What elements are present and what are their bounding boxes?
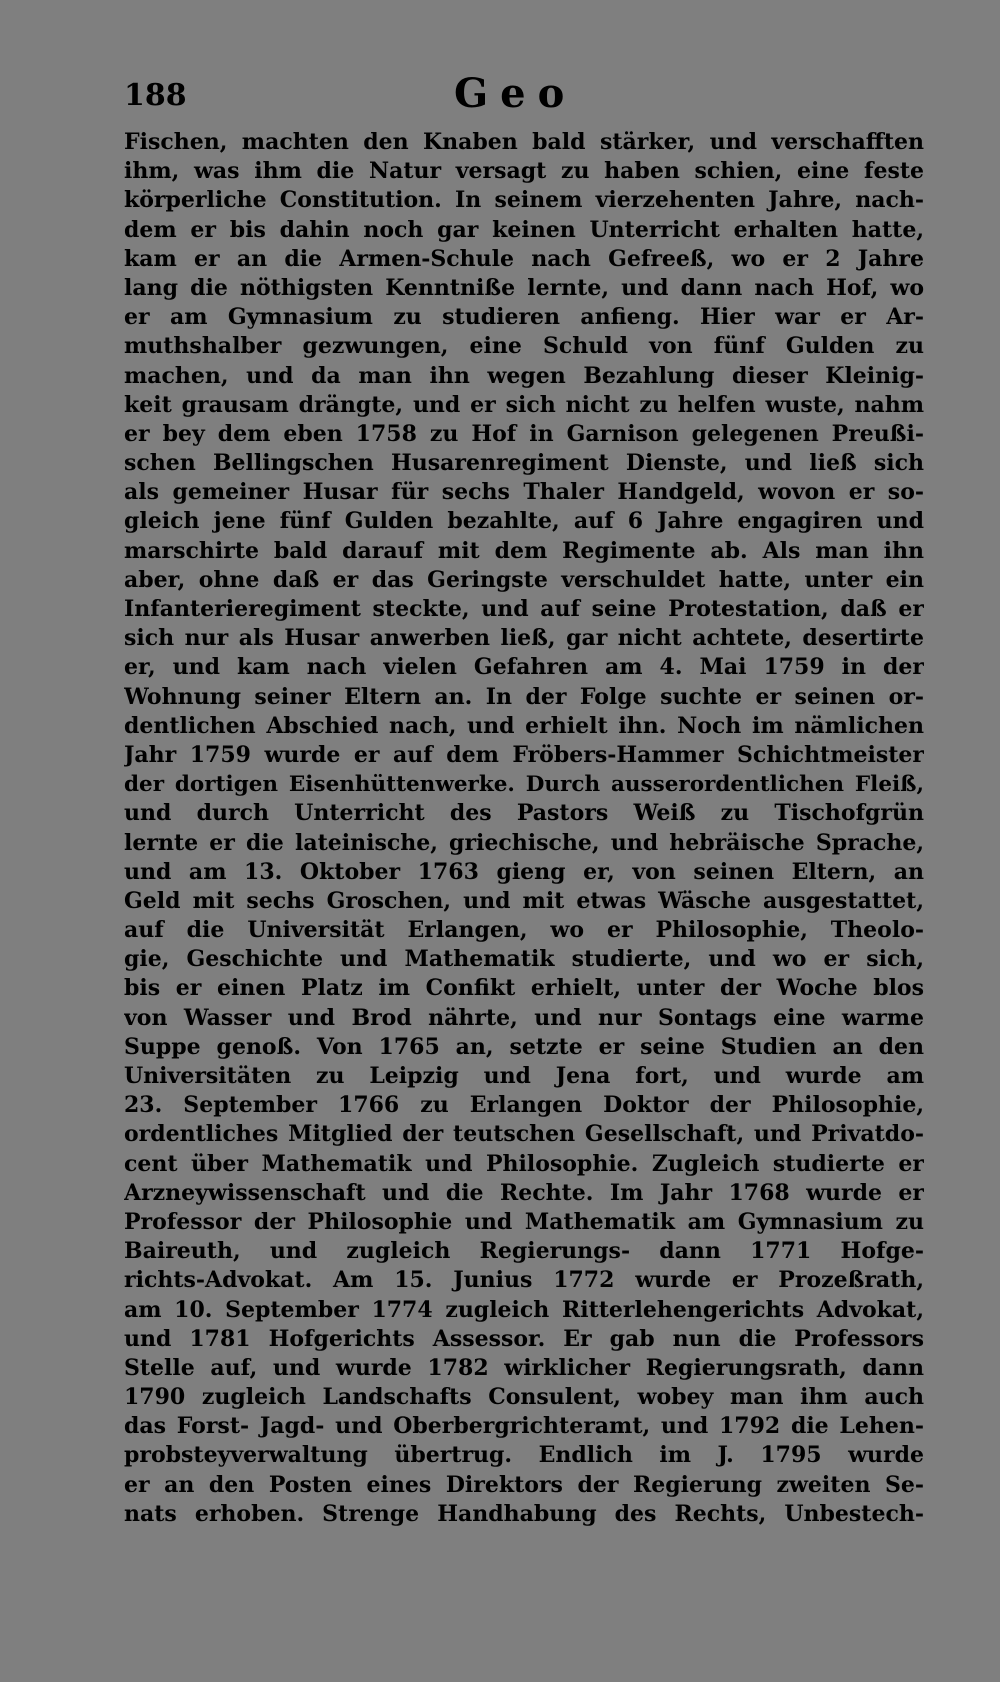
- text-line: Universitäten zu Leipzig und Jena fort, und wurde am: [124, 1063, 924, 1089]
- text-line: Arzneywissenschaft und die Rechte. Im Jahr 1768 wurde er: [124, 1179, 924, 1206]
- text-line: von Wasser und Brod nährte, und nur Sontags eine warme: [124, 1004, 924, 1031]
- text-line: er, und kam nach vielen Gefahren am 4. Mai 1759 in der: [124, 654, 924, 681]
- text-line: und 1781 Hofgerichts Assessor. Er gab nun die Professors: [124, 1325, 924, 1352]
- text-line: richts-Advokat. Am 15. Junius 1772 wurde er Prozeßrath,: [124, 1267, 924, 1294]
- text-line: kam er an die Armen-Schule nach Gefreeß, wo er 2 Jahre: [124, 245, 924, 272]
- text-line: nats erhoben. Strenge Handhabung des Rechts, Unbestech-: [124, 1500, 924, 1527]
- text-line: Professor der Philosophie und Mathematik am Gymnasium zu: [124, 1208, 924, 1235]
- text-line: machen, und da man ihn wegen Bezahlung dieser Kleinig-: [124, 362, 924, 389]
- body-text: [124, 128, 924, 1529]
- text-line: muthshalber gezwungen, eine Schuld von fünf Gulden zu: [124, 333, 924, 360]
- text-line: probsteyverwaltung übertrug. Endlich im J. 1795 wurde: [124, 1442, 924, 1469]
- text-line: ordentliches Mitglied der teutschen Gesellschaft, und Privatdo-: [124, 1121, 924, 1148]
- text-line: schen Bellingschen Husarenregiment Dienste, und ließ sich: [124, 450, 924, 477]
- text-line: Fischen, machten den Knaben bald stärker, und verschafften: [124, 129, 924, 155]
- text-line: gie, Geschichte und Mathematik studierte, und wo er sich,: [124, 946, 924, 973]
- text-line: ihm, was ihm die Natur versagt zu haben schien, eine feste: [124, 158, 924, 185]
- text-line: aber, ohne daß er das Geringste verschuldet hatte, unter ein: [124, 566, 924, 593]
- text-line: Baireuth, und zugleich Regierungs- dann 1771 Hofge-: [124, 1238, 924, 1265]
- text-line: lang die nöthigsten Kenntniße lernte, und dann nach Hof, wo: [124, 274, 924, 301]
- text-line: Stelle auf, und wurde 1782 wirklicher Regierungsrath, dann: [124, 1354, 924, 1381]
- text-line: Infanterieregiment steckte, und auf seine Protestation, daß er: [124, 596, 924, 622]
- text-line: bis er einen Platz im Confikt erhielt, unter der Woche blos: [124, 975, 924, 1002]
- page-number: 188: [124, 78, 187, 113]
- text-line: als gemeiner Husar für sechs Thaler Handgeld, wovon er so-: [124, 479, 924, 506]
- text-line: Geld mit sechs Groschen, und mit etwas Wäsche ausgestattet,: [124, 887, 924, 914]
- text-line: dentlichen Abschied nach, und erhielt ihn. Noch im nämlichen: [124, 712, 924, 739]
- running-head: Geo: [454, 70, 577, 117]
- text-line: der dortigen Eisenhüttenwerke. Durch ausserordentlichen Fleiß,: [124, 772, 924, 798]
- text-line: Wohnung seiner Eltern an. In der Folge suchte er seinen or-: [124, 683, 924, 710]
- text-line: sich nur als Husar anwerben ließ, gar nicht achtete, desertirte: [124, 625, 924, 652]
- text-line: dem er bis dahin noch gar keinen Unterricht erhalten hatte,: [124, 216, 924, 243]
- text-line: gleich jene fünf Gulden bezahlte, auf 6 Jahre engagiren und: [124, 508, 924, 535]
- text-line: auf die Universität Erlangen, wo er Philosophie, Theolo-: [124, 917, 924, 944]
- text-line: Suppe genoß. Von 1765 an, setzte er seine Studien an den: [124, 1033, 924, 1060]
- text-line: und am 13. Oktober 1763 gieng er, von seinen Eltern, an: [124, 858, 924, 885]
- text-line: körperliche Constitution. In seinem vierzehenten Jahre, nach-: [124, 187, 924, 214]
- text-line: lernte er die lateinische, griechische, und hebräische Sprache,: [124, 829, 924, 856]
- text-line: marschirte bald darauf mit dem Regimente ab. Als man ihn: [124, 537, 924, 564]
- text-line: 23. September 1766 zu Erlangen Doktor der Philosophie,: [124, 1092, 924, 1119]
- text-line: am 10. September 1774 zugleich Ritterlehengerichts Advokat,: [124, 1296, 924, 1323]
- text-line: und durch Unterricht des Pastors Weiß zu Tischofgrün: [124, 800, 924, 827]
- page-header: [124, 70, 924, 128]
- text-line: keit grausam drängte, und er sich nicht zu helfen wuste, nahm: [124, 391, 924, 418]
- text-line: er bey dem eben 1758 zu Hof in Garnison gelegenen Preußi-: [124, 420, 924, 447]
- text-line: das Forst- Jagd- und Oberbergrichteramt, und 1792 die Lehen-: [124, 1413, 924, 1440]
- text-line: cent über Mathematik und Philosophie. Zugleich studierte er: [124, 1150, 924, 1177]
- text-line: er an den Posten eines Direktors der Regierung zweiten Se-: [124, 1471, 924, 1498]
- text-line: 1790 zugleich Landschafts Consulent, wobey man ihm auch: [124, 1384, 924, 1411]
- text-line: Jahr 1759 wurde er auf dem Fröbers-Hammer Schichtmeister: [124, 741, 924, 768]
- text-line: er am Gymnasium zu studieren anfieng. Hier war er Ar-: [124, 304, 924, 331]
- book-page: [124, 70, 924, 1529]
